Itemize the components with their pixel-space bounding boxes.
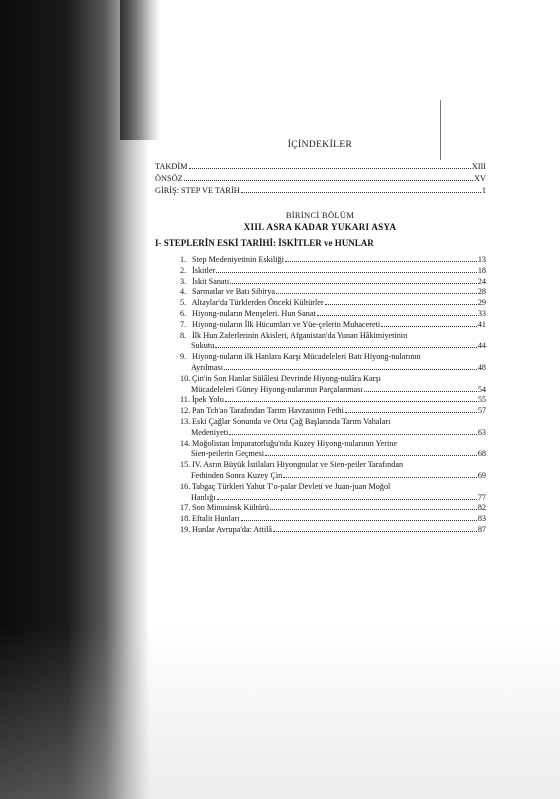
toc-entry-title: Ayrılması [191, 362, 223, 372]
toc-entry-title: İskit Sanatı [192, 276, 230, 286]
toc-entry-number: 18. [180, 514, 191, 524]
toc-entry-row [180, 493, 486, 504]
toc-entry-row [180, 277, 486, 288]
toc-entry-title: Sien-peilerin Geçmesi [191, 449, 264, 459]
toc-entry-page: 68 [477, 449, 486, 459]
toc-entry-first-line [180, 460, 486, 471]
toc-entry-title: Medeniyeti [191, 427, 229, 437]
page-crease-mark [440, 100, 441, 160]
toc-entry[interactable] [180, 406, 486, 417]
front-matter-page: XV [474, 174, 486, 183]
toc-entry-page: 44 [477, 341, 486, 351]
toc-entry-page: 54 [477, 384, 486, 394]
leader-dots [230, 277, 477, 284]
toc-entry-number: 16. [180, 481, 191, 491]
leader-dots [381, 320, 477, 327]
toc-entry[interactable] [180, 417, 486, 439]
toc-entry-number: 11. [180, 395, 190, 405]
toc-entry-page: 77 [477, 492, 486, 502]
toc-entry-number: 17. [180, 503, 191, 513]
scan-shadow-top [120, 0, 160, 140]
toc-entry-number: 9. [180, 352, 187, 362]
toc-entry-page: 83 [477, 514, 486, 524]
toc-entry-number: 14. [180, 438, 191, 448]
toc-entry-title: Moğolistan İmparatorluğu'nda Kuzey Hiyong-nularının Yerine [192, 438, 398, 448]
toc-entry-title: Hanlığı [191, 492, 216, 502]
toc-entry[interactable] [180, 374, 486, 396]
toc-entry-number: 5. [180, 298, 187, 308]
toc-entry-number: 10. [180, 373, 191, 383]
front-matter-giris[interactable] [155, 186, 486, 196]
toc-entry[interactable] [180, 482, 486, 504]
toc-entry-row [180, 385, 486, 396]
toc-entry-page: 55 [477, 395, 486, 405]
toc-entry-title: Fethinden Sonra Kuzey Çin [191, 470, 283, 480]
toc-entry-title: Hunlar Avrupa'da: Attilâ [192, 525, 273, 534]
section-title: I- STEPLERİN ESKİ TARİHİ: İSKİTLER ve HUNLAR [155, 238, 374, 248]
leader-dots [215, 341, 477, 348]
toc-entry[interactable] [180, 266, 486, 277]
toc-entry-title: Eftalit Hunları [192, 514, 240, 524]
leader-dots [216, 266, 477, 273]
part-label: BİRİNCİ BÖLÜM [285, 210, 355, 220]
toc-entry-number: 1. [180, 255, 187, 264]
toc-entry-title: İskitler [192, 265, 216, 275]
part-title: XIII. ASRA KADAR YUKARI ASYA [243, 222, 397, 232]
leader-dots [317, 309, 477, 316]
toc-entry-row [180, 406, 486, 417]
toc-entry-title: İpek Yolu [192, 395, 224, 405]
toc-entry-title: Sarmatlar ve Batı Sibirya [192, 287, 276, 297]
leader-dots [270, 503, 477, 510]
toc-entry[interactable] [180, 255, 486, 266]
toc-entry-page: 57 [477, 406, 486, 416]
toc-title: İÇİNDEKİLER [287, 140, 353, 150]
front-matter-page: XIII [471, 162, 486, 171]
toc-entry-number: 8. [180, 330, 187, 340]
toc-entry-number: 12. [180, 406, 191, 416]
toc-entry[interactable] [180, 395, 486, 406]
toc-entry-page: 69 [477, 470, 486, 480]
leader-dots [217, 493, 477, 500]
toc-entry[interactable] [180, 287, 486, 298]
leader-dots [241, 514, 477, 521]
toc-entry[interactable] [180, 439, 486, 461]
front-matter-onsoz[interactable] [155, 174, 486, 184]
toc-entry-number: 2. [180, 265, 187, 275]
leader-dots [229, 428, 477, 435]
toc-entry-page: 82 [477, 503, 486, 513]
toc-entry-title: Tabgaç Türkleri Yahut T'o-palar Devleti ve Juan-juan Moğol [191, 481, 391, 491]
toc-entry-page: 13 [477, 255, 486, 264]
toc-entry-title: Pan Tch'ao Tarafından Tarım Havzasının Fethi [192, 406, 344, 416]
toc-entry-row [180, 525, 486, 536]
toc-entry-row [180, 309, 486, 320]
toc-entry-row [180, 363, 486, 374]
toc-entry-number: 7. [180, 319, 187, 329]
toc-entry-title: Çin'in Son Hanlar Sülâlesi Devrinde Hiyong-nulâra Karşı [192, 373, 381, 383]
leader-dots [276, 287, 477, 294]
toc-entry-title: Hiyong-nuların Menşeleri. Hun Sanat [192, 309, 316, 318]
toc-entry-row [180, 266, 486, 277]
leader-dots [283, 471, 477, 478]
toc-entry-first-line [180, 331, 486, 342]
toc-entry[interactable] [180, 514, 486, 525]
toc-entry-page: 29 [477, 298, 486, 308]
toc-entry-title: Eski Çağlar Sonunda ve Orta Çağ Başlarında Tarım Vahaları [192, 417, 391, 426]
front-matter-label: ÖNSÖZ [155, 174, 183, 183]
toc-entry-page: 24 [477, 276, 486, 286]
toc-entry[interactable] [180, 503, 486, 514]
toc-page [155, 0, 485, 799]
toc-entry-title: Sukutu [191, 341, 215, 351]
toc-entry-number: 6. [180, 309, 187, 318]
toc-entry[interactable] [180, 331, 486, 353]
toc-entry-title: IV. Asrın Büyük İstilaları Hiyongnular ve Sien-peiler Tarafından [192, 460, 404, 470]
toc-entry[interactable] [180, 320, 486, 331]
toc-entry-page: 87 [477, 525, 486, 534]
toc-entry-number: 4. [180, 287, 187, 297]
leader-dots [273, 525, 477, 532]
toc-entry-number: 13. [180, 417, 191, 426]
toc-entry-title: İlk Hun Zaferlerinin Akisleri, Afganistan'da Yunan Hâkimiyetinin [192, 330, 408, 340]
leader-dots [325, 298, 477, 305]
leader-dots [184, 174, 473, 181]
toc-entry-row [180, 298, 486, 309]
toc-entry-row [180, 287, 486, 298]
toc-entry-title: Altaylar'da Türklerden Önceki Kültürler [191, 298, 324, 308]
toc-entry-row [180, 503, 486, 514]
toc-entry-page: 33 [477, 309, 486, 318]
toc-entry-title: Step Medeniyetinin Eskiliği [192, 255, 284, 264]
toc-entry-title: Mücadeleleri Güney Hiyong-nularının Parçalanması [191, 384, 363, 394]
toc-entry-row [180, 320, 486, 331]
toc-entry-first-line [180, 482, 486, 493]
toc-entry-page: 41 [477, 319, 486, 329]
toc-entry-page: 18 [477, 265, 486, 275]
leader-dots [189, 162, 471, 169]
toc-entry-number: 3. [180, 276, 187, 286]
toc-entry-first-line [180, 417, 486, 428]
toc-entry-row [180, 471, 486, 482]
toc-entry-row [180, 428, 486, 439]
leader-dots [224, 363, 477, 370]
front-matter-takdim[interactable] [155, 162, 486, 172]
toc-entry[interactable] [180, 352, 486, 374]
toc-entry-title: Hiyong-nuların ilk Hanlara Karşı Mücadeleleri Batı Hiyong-nularının [192, 352, 421, 362]
toc-entry-first-line [180, 374, 486, 385]
toc-entry-row [180, 255, 486, 266]
toc-entry[interactable] [180, 525, 486, 536]
toc-entry-row [180, 395, 486, 406]
toc-entry[interactable] [180, 460, 486, 482]
toc-entry-page: 63 [477, 427, 486, 437]
toc-entry[interactable] [180, 309, 486, 320]
leader-dots [364, 385, 477, 392]
leader-dots [285, 255, 477, 262]
front-matter-page: 1 [481, 186, 486, 195]
toc-entry-title: Hiyong-nuların İlk Hücumları ve Yüe-çelerin Muhacereti [192, 319, 381, 329]
toc-entry[interactable] [180, 298, 486, 309]
front-matter-label: GİRİŞ: STEP VE TARİH [155, 186, 240, 195]
toc-entry-page: 28 [477, 287, 486, 297]
toc-entry-row [180, 449, 486, 460]
front-matter-label: TAKDİM [155, 162, 188, 171]
toc-entry-number: 15. [180, 460, 191, 470]
toc-entry-title: Son Minusinsk Kültürü [192, 503, 269, 513]
toc-entry-number: 19. [180, 525, 191, 534]
toc-entry-row [180, 514, 486, 525]
toc-entry-page: 48 [477, 362, 486, 372]
toc-entry-first-line [180, 352, 486, 363]
leader-dots [265, 449, 477, 456]
leader-dots [225, 395, 477, 402]
toc-entry-row [180, 341, 486, 352]
toc-entry[interactable] [180, 277, 486, 288]
leader-dots [345, 406, 477, 413]
toc-entry-first-line [180, 439, 486, 450]
leader-dots [241, 186, 481, 193]
